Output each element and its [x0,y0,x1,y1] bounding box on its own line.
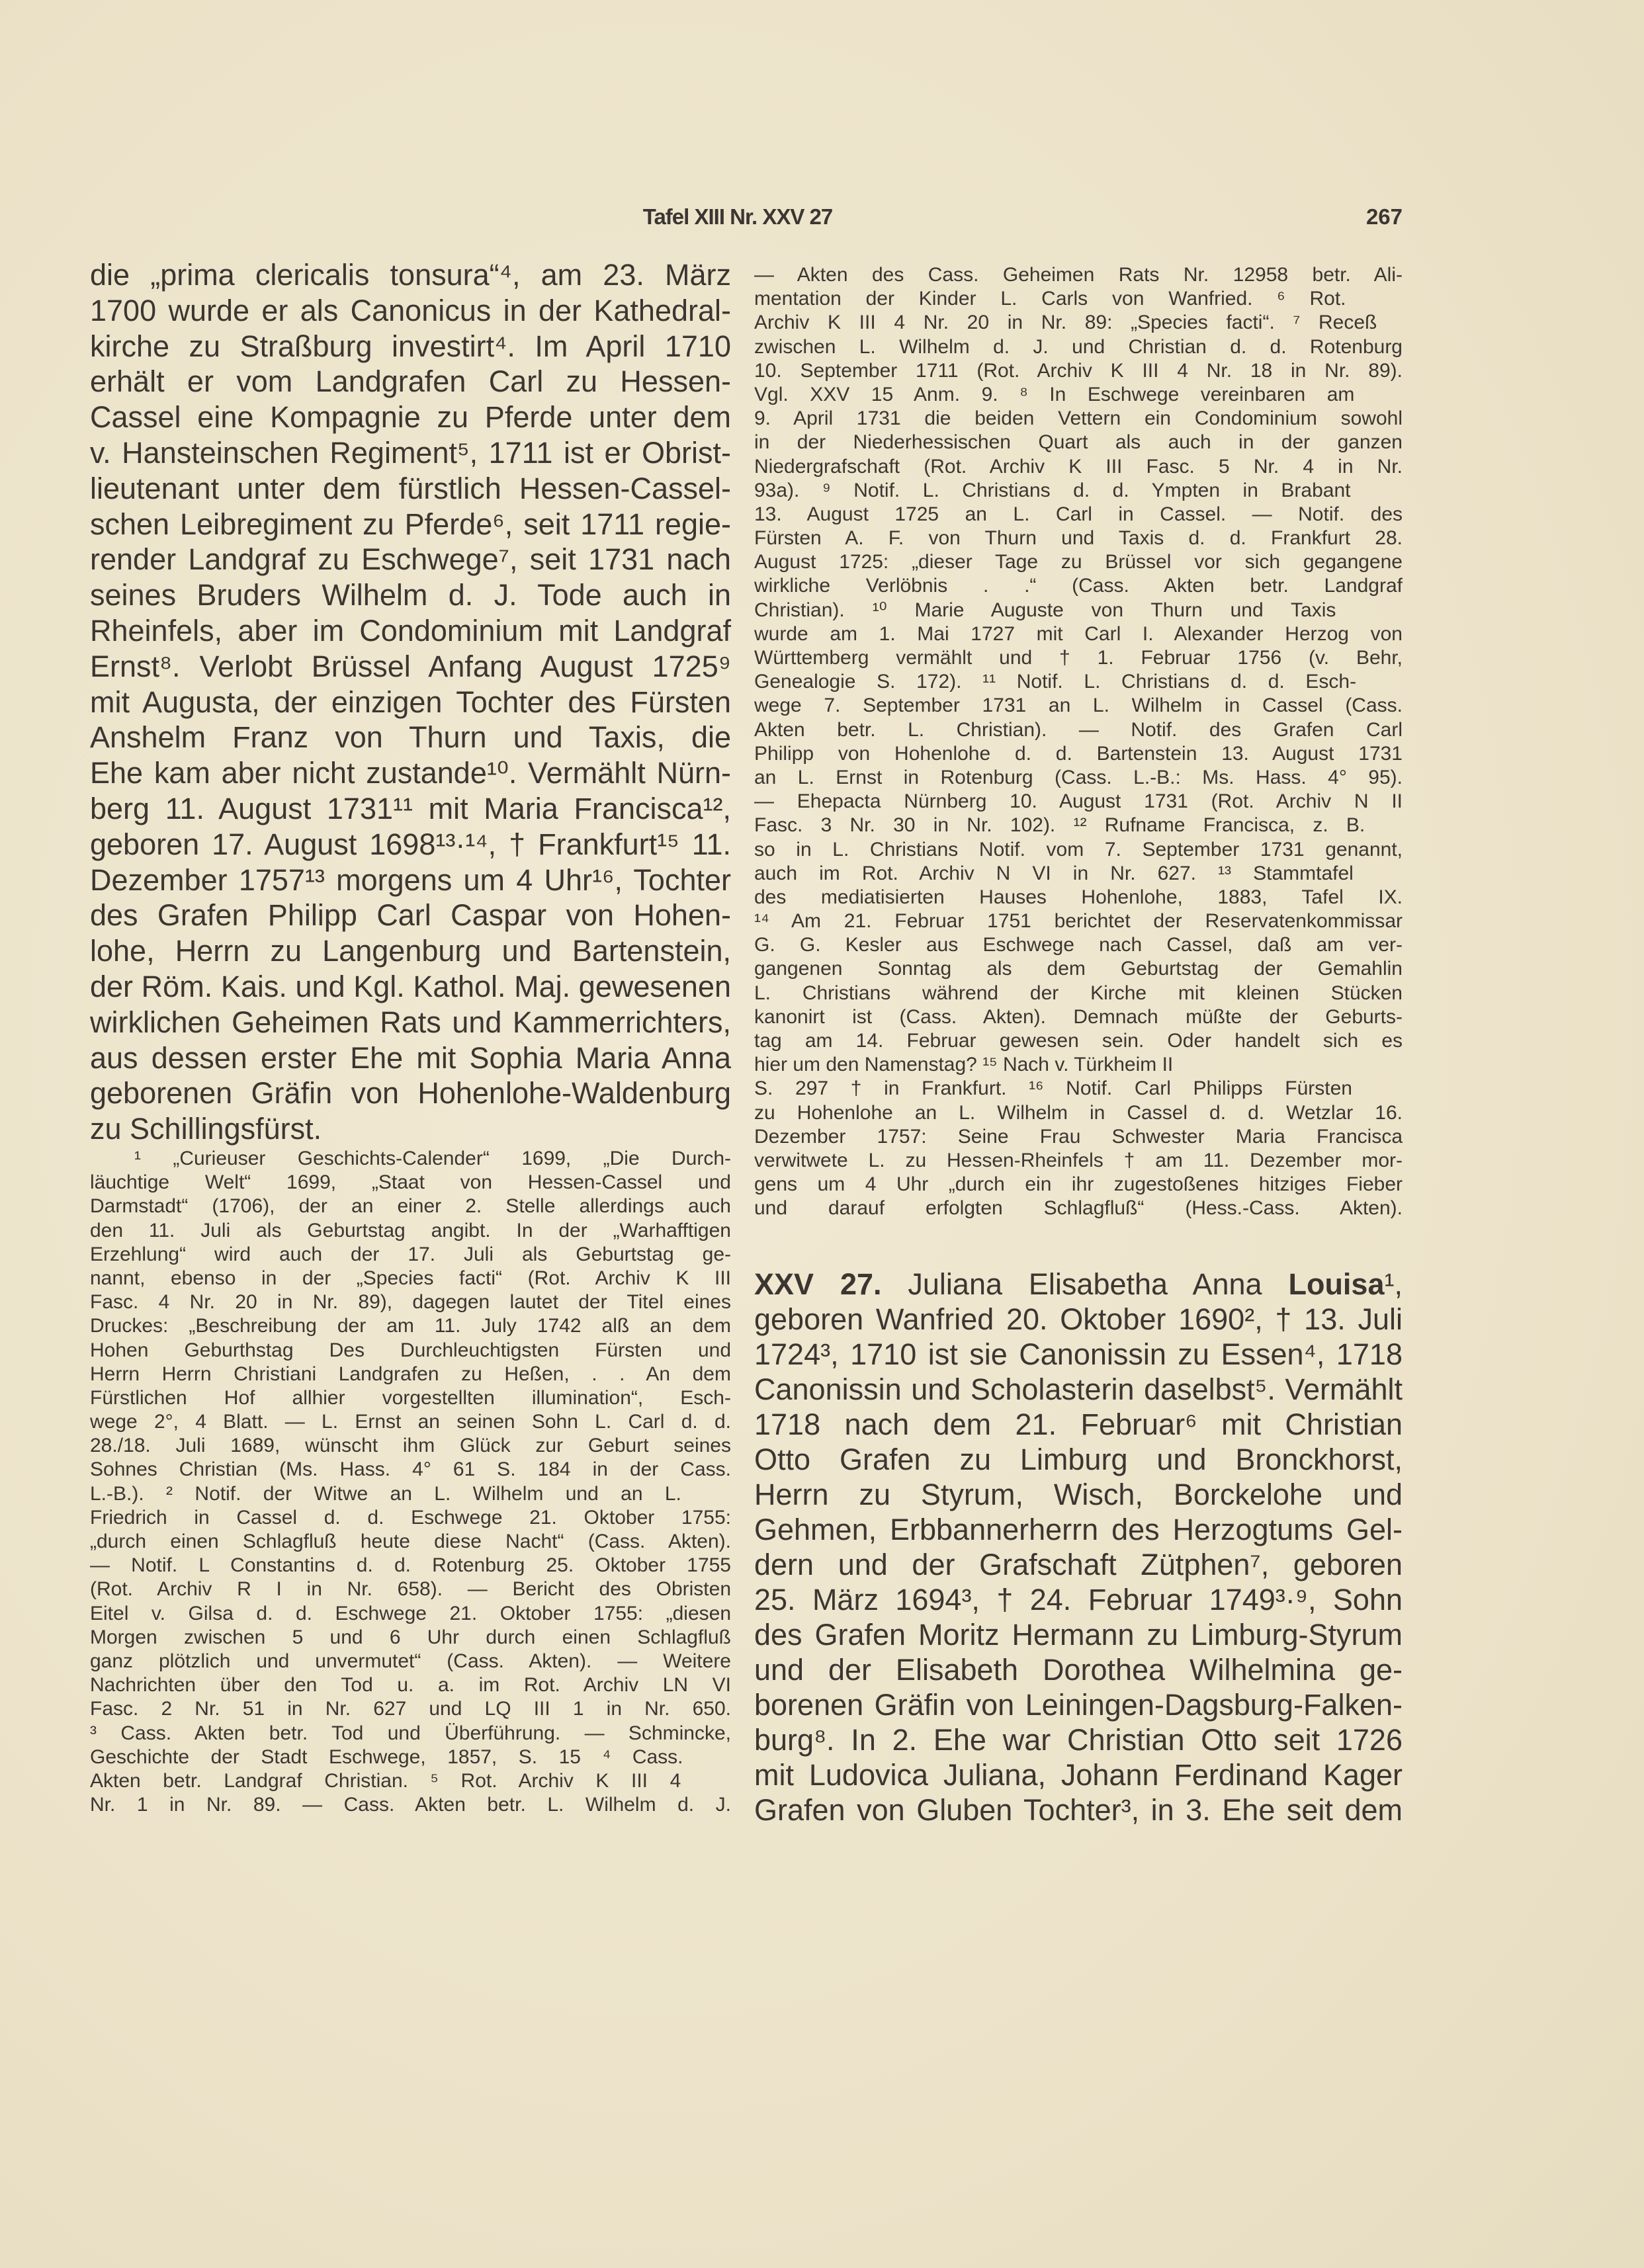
footnote-line [90,1793,731,1817]
footnote-line [754,550,1403,574]
entry-name-suffix: ¹, [1384,1267,1403,1301]
footnote-line [754,909,1403,933]
line-text: den 11. Juli als Geburtstag angibt. In der „Warhafftigen [90,1219,731,1241]
line-text: v. Hansteinschen Regiment⁵, 1711 ist er Obrist- [90,435,731,470]
line-text: nannt, ebenso in der „Species facti“ (Rot. Archiv K III [90,1267,731,1289]
footnote-line [90,1673,731,1697]
line-text: Akten betr. Landgraf Christian. ⁵ Rot. Archiv K III 4 [90,1769,681,1792]
line-text: (Rot. Archiv R I in Nr. 658). — Bericht des Obristen [90,1578,731,1601]
line-text: Rheinfels, aber im Condominium mit Landgraf [90,613,731,648]
footnote-line [90,1745,731,1769]
line-text: Vgl. XXV 15 Anm. 9. ⁸ In Eschwege vereinbaren am [754,383,1355,405]
line-text: ¹⁴ Am 21. Februar 1751 berichtet der Reservatenkommissar [754,910,1403,933]
footnote-line [90,1339,731,1363]
page-number: 267 [1365,204,1403,229]
line-text: Darmstadt“ (1706), der an einer 2. Stelle allerdings auch [90,1195,731,1218]
footnote-line [90,1171,731,1195]
line-text: 1700 wurde er als Canonicus in der Kathedral- [90,293,731,327]
entry-text-line [754,1722,1403,1757]
line-text: 93a). ⁹ Notif. L. Christians d. d. Ympten in Brabant [754,479,1351,501]
line-text: der Röm. Kais. und Kgl. Kathol. Maj. gewesenen [90,969,731,1003]
entry-text-line [754,1757,1403,1792]
footnote-line [754,1173,1403,1197]
entry-xxv-27 [754,1267,1403,1827]
footnote-line [90,1410,731,1434]
main-text-line [90,507,731,542]
line-text: geborenen Gräfin von Hohenlohe-Waldenburg [90,1076,731,1111]
line-text: geboren 17. August 1698¹³·¹⁴, † Frankfurt¹⁵ 11. [90,827,731,861]
line-text: des Grafen Philipp Carl Caspar von Hohen- [90,898,731,933]
line-text: Friedrich in Cassel d. d. Eschwege 21. Oktober 1755: [90,1506,731,1529]
main-text-line [90,1040,731,1076]
line-text: zwischen L. Wilhelm d. J. und Christian d. d. Rotenburg [754,335,1403,358]
line-text: zu Schillingsfürst. [90,1112,322,1146]
footnote-line [90,1530,731,1554]
line-text: 9. April 1731 die beiden Vettern ein Condominium sowohl [754,407,1403,430]
line-text: hier um den Namenstag? ¹⁵ Nach v. Türkheim II [754,1054,1174,1076]
line-text: Nachrichten über den Tod u. a. im Rot. Archiv LN VI [90,1674,731,1697]
line-text: mit Ludovica Juliana, Johann Ferdinand Kager [754,1758,1403,1792]
footnote-line [754,503,1403,526]
footnote-line [754,1005,1403,1029]
line-text: läuchtige Welt“ 1699, „Staat von Hessen-Cassel und [90,1171,731,1194]
footnote-line [90,1769,731,1793]
footnote-line [754,694,1403,718]
main-text-line [90,898,731,933]
entry-name-prefix: Juliana Elisabetha Anna [881,1267,1289,1301]
line-text: August 1725: „dieser Tage zu Brüssel vor sich gegangene [754,551,1403,573]
footnote-line [754,646,1403,670]
footnote-line [90,1243,731,1267]
line-text: aus dessen erster Ehe mit Sophia Maria Anna [90,1040,731,1075]
line-text: verwitwete L. zu Hessen-Rheinfels † am 11. Dezember mor- [754,1149,1403,1171]
main-text-line [90,577,731,613]
line-text: mentation der Kinder L. Carls von Wanfried. ⁶ Rot. [754,288,1346,310]
footnote-line [754,359,1403,383]
footnote-line [754,263,1403,287]
line-text: wege 7. September 1731 an L. Wilhelm in Cassel (Cass. [754,694,1403,717]
footnote-line [754,599,1403,622]
line-text: wirkliche Verlöbnis . .“ (Cass. Akten betr. Landgraf [754,575,1403,597]
line-text: zu Hohenlohe an L. Wilhelm in Cassel d. d. Wetzlar 16. [754,1101,1403,1124]
line-text: Dezember 1757¹³ morgens um 4 Uhr¹⁶, Tochter [90,862,731,897]
entry-text-line [754,1547,1403,1582]
main-text-line [90,471,731,507]
line-text: Druckes: „Beschreibung der am 11. July 1742 alß an dem [90,1315,731,1337]
entry-text-line [754,1687,1403,1722]
line-text: so in L. Christians Notif. vom 7. September 1731 genannt, [754,838,1403,861]
entry-text-line [754,1617,1403,1652]
footnote-line [754,574,1403,598]
line-text: des Grafen Moritz Hermann zu Limburg-Styrum [754,1618,1403,1652]
line-text: Fasc. 2 Nr. 51 in Nr. 627 und LQ III 1 in Nr. 650. [90,1698,731,1720]
line-text: Fasc. 3 Nr. 30 in Nr. 102). ¹² Rufname Francisca, z. B. [754,814,1365,837]
main-text-line [90,862,731,898]
line-text: wurde am 1. Mai 1727 mit Carl I. Alexander Herzog von [754,622,1403,645]
footnote-line [754,287,1403,311]
line-text: mit Augusta, der einzigen Tochter des Fürsten [90,685,731,719]
main-text-line [90,1111,731,1147]
main-text-line [90,827,731,862]
footnote-line [754,670,1403,694]
line-text: Herrn zu Styrum, Wisch, Borckelohe und [754,1478,1403,1511]
footnote-line [754,526,1403,550]
line-text: kanonirt ist (Cass. Akten). Demnach müßte der Geburts- [754,1005,1403,1028]
main-text-line [90,720,731,755]
footnote-line [754,455,1403,479]
footnote-line [90,1602,731,1626]
line-text: Geschichte der Stadt Eschwege, 1857, S. 15 ⁴ Cass. [90,1745,683,1768]
footnote-line [90,1434,731,1458]
entry-text-line [754,1582,1403,1617]
footnote-line [90,1195,731,1218]
line-text: Sohnes Christian (Ms. Hass. 4° 61 S. 184 in der Cass. [90,1458,731,1481]
line-text: gens um 4 Uhr „durch ein ihr zugestoßenes hitziges Fieber [754,1173,1403,1196]
footnote-line [90,1626,731,1650]
line-text: Württemberg vermählt und † 1. Februar 1756 (v. Behr, [754,647,1403,669]
main-text-line [90,933,731,969]
line-text: die „prima clericalis tonsura“⁴, am 23. März [90,258,731,292]
main-text-line [90,329,731,364]
footnote-line [90,1147,731,1171]
line-text: wege 2°, 4 Blatt. — L. Ernst an seinen Sohn L. Carl d. d. [90,1411,731,1433]
footnote-line [754,335,1403,359]
entry-body [754,1302,1403,1827]
line-text: geboren Wanfried 20. Oktober 1690², † 13. Juli [754,1302,1403,1336]
entry-text-line [754,1442,1403,1477]
line-text: — Akten des Cass. Geheimen Rats Nr. 12958 betr. Ali- [754,264,1403,286]
line-text: und darauf erfolgten Schlagfluß“ (Hess.-Cass. Akten). [754,1197,1403,1220]
line-text: in der Niederhessischen Quart als auch in der ganzen [754,431,1403,454]
line-text: ³ Cass. Akten betr. Tod und Überführung. — Schmincke, [90,1722,731,1744]
line-text: berg 11. August 1731¹¹ mit Maria Francisca¹², [90,791,731,825]
footnote-line [90,1554,731,1577]
line-text: burg⁸. In 2. Ehe war Christian Otto seit 1726 [754,1723,1403,1757]
line-text: wirklichen Geheimen Rats und Kammerrichters, [90,1005,731,1039]
entry-text-line [754,1372,1403,1407]
footnote-line [90,1506,731,1530]
main-text-line [90,613,731,649]
line-text: L. Christians während der Kirche mit kleinen Stücken [754,982,1403,1004]
line-text: Hohen Geburthstag Des Durchleuchtigsten Fürsten und [90,1339,731,1361]
line-text: Fasc. 4 Nr. 20 in Nr. 89), dagegen lautet der Titel eines [90,1291,731,1314]
line-text: Erzehlung“ wird auch der 17. Juli als Geburtstag ge- [90,1243,731,1265]
line-text: 28./18. Juli 1689, wünscht ihm Glück zur Geburt seines [90,1435,731,1457]
line-text: Ernst⁸. Verlobt Brüssel Anfang August 1725⁹ [90,649,731,683]
line-text: L.-B.). ² Notif. der Witwe an L. Wilhelm und an L. [90,1482,681,1505]
entry-heading-line [754,1267,1403,1302]
footnote-line [754,982,1403,1005]
line-text: Anshelm Franz von Thurn und Taxis, die [90,720,731,755]
line-text: und der Elisabeth Dorothea Wilhelmina ge- [754,1653,1403,1687]
line-text: Morgen zwischen 5 und 6 Uhr durch einen Schlagfluß [90,1626,731,1648]
main-text-line [90,257,731,293]
main-text-line [90,399,731,435]
entry-number: XXV 27. [754,1267,882,1301]
footnote-line [754,383,1403,407]
line-text: Akten betr. L. Christian). — Notif. des Grafen Carl [754,718,1403,741]
main-text-line [90,364,731,399]
main-text-line [90,1075,731,1111]
line-text: erhält er vom Landgrafen Carl zu Hessen- [90,364,731,399]
line-text: 1724³, 1710 ist sie Canonissin zu Essen⁴, 1718 [754,1337,1403,1371]
footnote-line [90,1290,731,1314]
line-text: ¹ „Curieuser Geschichts-Calender“ 1699, „Die Durch- [134,1148,731,1169]
footnote-line [754,718,1403,742]
header-title: Tafel XIII Nr. XXV 27 [642,204,833,229]
main-text-line [90,685,731,720]
entry-text-line [754,1652,1403,1687]
line-text: G. G. Kesler aus Eschwege nach Cassel, daß am ver- [754,934,1403,956]
line-text: Grafen von Gluben Tochter³, in 3. Ehe seit dem [754,1793,1403,1827]
line-text: lohe, Herrn zu Langenburg und Bartenstein, [90,934,731,968]
entry-text-line [754,1512,1403,1547]
footnote-line [754,838,1403,862]
line-text: 25. März 1694³, † 24. Februar 1749³·⁹, Sohn [754,1583,1403,1617]
footnote-line [90,1650,731,1673]
line-text: Eitel v. Gilsa d. d. Eschwege 21. Oktober 1755: „diesen [90,1602,731,1624]
line-text: Ehe kam aber nicht zustande¹⁰. Vermählt Nürn- [90,756,731,790]
line-text: — Notif. L Constantins d. d. Rotenburg 25. Oktober 1755 [90,1554,731,1577]
footnote-line [754,431,1403,454]
line-text: gangenen Sonntag als dem Geburtstag der Gemahlin [754,958,1403,980]
entry-name-bold: Louisa [1288,1267,1385,1301]
left-column-main-text [90,257,731,1147]
line-text: „durch einen Schlagfluß heute diese Nacht“ (Cass. Akten). [90,1531,731,1552]
line-text: Canonissin und Scholasterin daselbst⁵. Vermählt [754,1372,1403,1406]
line-text: Archiv K III 4 Nr. 20 in Nr. 89: „Species facti“. ⁷ Receß [754,312,1377,334]
line-text: dern und der Grafschaft Zütphen⁷, geboren [754,1548,1403,1581]
footnote-line [754,1029,1403,1053]
footnote-line [754,1077,1403,1101]
line-text: Niedergrafschaft (Rot. Archiv K III Fasc. 5 Nr. 4 in Nr. [754,455,1403,478]
main-text-line [90,1005,731,1040]
line-text: Philipp von Hohenlohe d. d. Bartenstein 13. August 1731 [754,742,1403,765]
main-text-line [90,542,731,577]
main-text-line [90,293,731,329]
right-column-footnotes [754,263,1403,1221]
footnote-line [754,311,1403,335]
main-text-line [90,969,731,1005]
footnote-line [754,886,1403,909]
footnote-line [754,622,1403,646]
line-text: des mediatisierten Hauses Hohenlohe, 1883, Tafel IX. [754,886,1403,908]
line-text: Nr. 1 in Nr. 89. — Cass. Akten betr. L. Wilhelm d. J. [90,1794,731,1816]
footnote-line [90,1386,731,1410]
line-text: 10. September 1711 (Rot. Archiv K III 4 Nr. 18 in Nr. 89). [754,359,1403,382]
footnote-line [754,814,1403,837]
line-text: Fürstlichen Hof allhier vorgestellten illumination“, Esch- [90,1386,731,1409]
footnote-line [754,933,1403,957]
line-text: Dezember 1757: Seine Frau Schwester Maria Francisca [754,1125,1403,1148]
main-text-line [90,435,731,471]
footnote-line [754,742,1403,766]
footnote-line [754,1149,1403,1173]
footnote-line [90,1458,731,1482]
line-text: — Ehepacta Nürnberg 10. August 1731 (Rot. Archiv N II [754,790,1403,813]
main-text-line [90,649,731,685]
footnote-line [90,1267,731,1290]
footnote-line [754,407,1403,431]
footnote-line [90,1722,731,1745]
line-text: Fürsten A. F. von Thurn und Taxis d. d. Frankfurt 28. [754,527,1403,550]
line-text: an L. Ernst in Rotenburg (Cass. L.-B.: Ms. Hass. 4° 95). [754,766,1403,788]
footnote-line [754,1053,1403,1077]
line-text: 13. August 1725 an L. Carl in Cassel. — Notif. des [754,503,1403,525]
left-column-footnotes [90,1147,731,1817]
footnote-line [90,1219,731,1243]
footnote-line [754,862,1403,886]
footnote-line [754,766,1403,790]
entry-text-line [754,1302,1403,1337]
footnote-line [90,1482,731,1506]
line-text: tag am 14. Februar gewesen sein. Oder handelt sich es [754,1030,1403,1052]
line-text: Herrn Herrn Christiani Landgrafen zu Heßen, . . An dem [90,1363,731,1385]
line-text: schen Leibregiment zu Pferde⁶, seit 1711 regie- [90,507,731,541]
footnote-line [90,1697,731,1721]
line-text: Christian). ¹⁰ Marie Auguste von Thurn und Taxis [754,599,1336,621]
footnote-line [754,957,1403,981]
main-text-line [90,755,731,791]
footnote-line [754,1125,1403,1149]
entry-text-line [754,1792,1403,1827]
line-text: lieutenant unter dem fürstlich Hessen-Cassel- [90,471,731,505]
line-text: Genealogie S. 172). ¹¹ Notif. L. Christians d. d. Esch- [754,671,1357,693]
footnote-line [90,1363,731,1386]
line-text: Cassel eine Kompagnie zu Pferde unter dem [90,400,731,435]
entry-text-line [754,1407,1403,1442]
footnote-line [754,790,1403,814]
line-text: render Landgraf zu Eschwege⁷, seit 1731 nach [90,542,731,577]
entry-text-line [754,1477,1403,1512]
entry-text-line [754,1337,1403,1372]
footnote-line [90,1577,731,1601]
line-text: ganz plötzlich und unvermutet“ (Cass. Akten). — Weitere [90,1650,731,1672]
line-text: seines Bruders Wilhelm d. J. Tode auch in [90,578,731,612]
line-text: S. 297 † in Frankfurt. ¹⁶ Notif. Carl Philipps Fürsten [754,1077,1352,1100]
line-text: Gehmen, Erbbannerherrn des Herzogtums Gel- [754,1513,1403,1546]
main-text-line [90,791,731,827]
footnote-line [754,479,1403,503]
footnote-line [754,1197,1403,1220]
line-text: borenen Gräfin von Leiningen-Dagsburg-Falken- [754,1688,1403,1722]
line-text: auch im Rot. Archiv N VI in Nr. 627. ¹³ Stammtafel [754,862,1354,884]
line-text: 1718 nach dem 21. Februar⁶ mit Christian [754,1407,1403,1441]
footnote-line [90,1314,731,1338]
line-text: kirche zu Straßburg investirt⁴. Im April 1710 [90,329,731,363]
line-text: Otto Grafen zu Limburg und Bronckhorst, [754,1443,1403,1476]
footnote-line [754,1101,1403,1125]
